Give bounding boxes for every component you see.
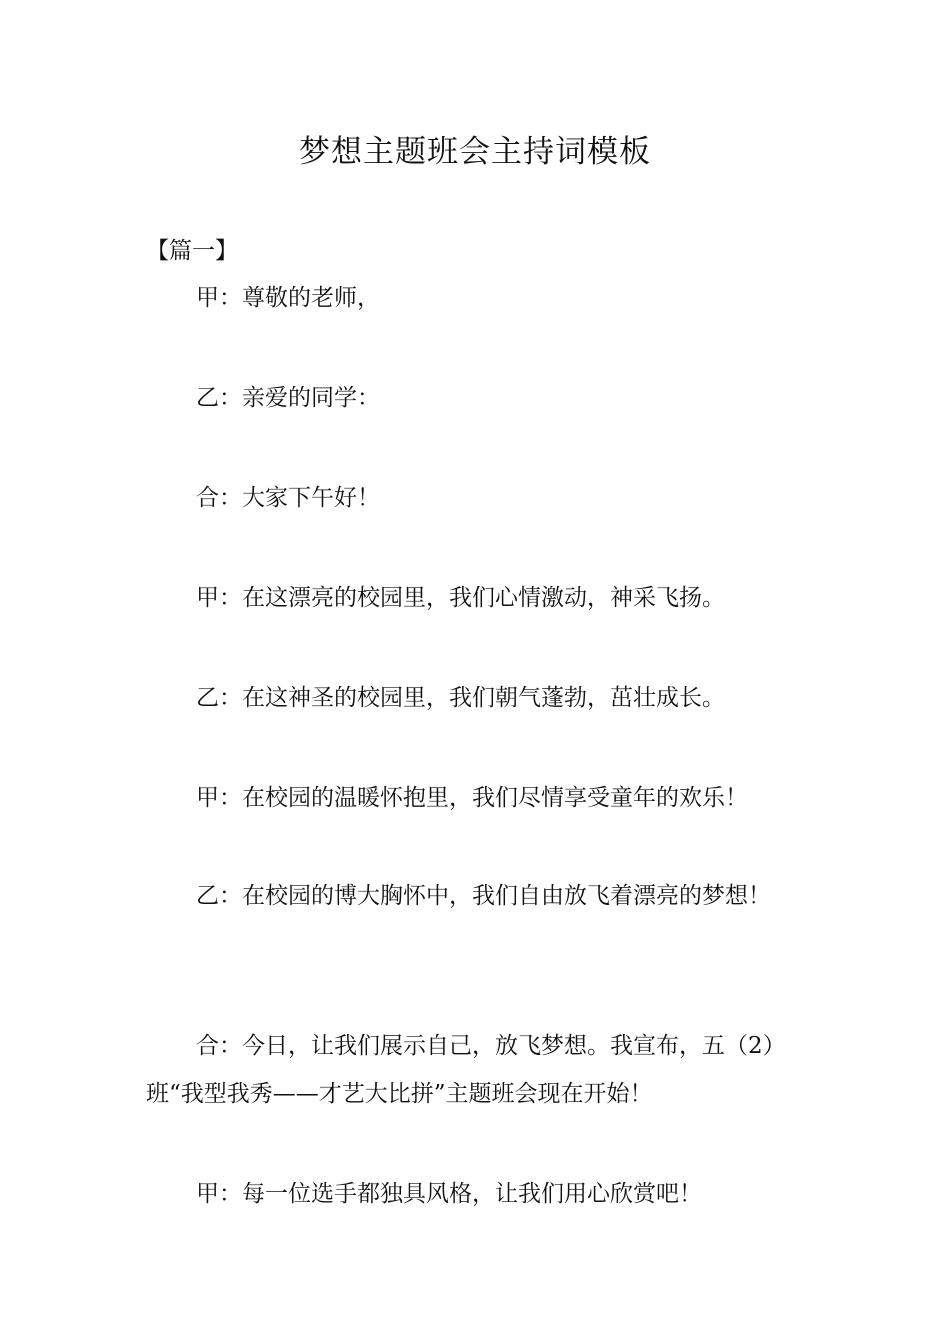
dialogue-line: 甲：在校园的温暖怀抱里，我们尽情享受童年的欢乐！ <box>196 785 748 811</box>
dialogue-line: 合：今日，让我们展示自己，放飞梦想。我宣布，五（2）班“我型我秀——才艺大比拼”主题班会现在开始！ <box>146 1033 786 1107</box>
dialogue-line: 甲：在这漂亮的校园里，我们心情激动，神采飞扬。 <box>196 585 725 611</box>
dialogue-line: 乙：亲爱的同学： <box>196 385 380 411</box>
document-title: 梦想主题班会主持词模板 <box>299 134 651 170</box>
dialogue-line: 甲：尊敬的老师， <box>196 285 380 311</box>
dialogue-line: 乙：在校园的博大胸怀中，我们自由放飞着漂亮的梦想！ <box>196 883 771 909</box>
dialogue-line: 甲：每一位选手都独具风格，让我们用心欣赏吧！ <box>196 1181 702 1207</box>
section-label: 【篇一】 <box>146 238 238 264</box>
dialogue-line: 合：大家下午好！ <box>196 485 380 511</box>
dialogue-line: 乙：在这神圣的校园里，我们朝气蓬勃，茁壮成长。 <box>196 685 725 711</box>
